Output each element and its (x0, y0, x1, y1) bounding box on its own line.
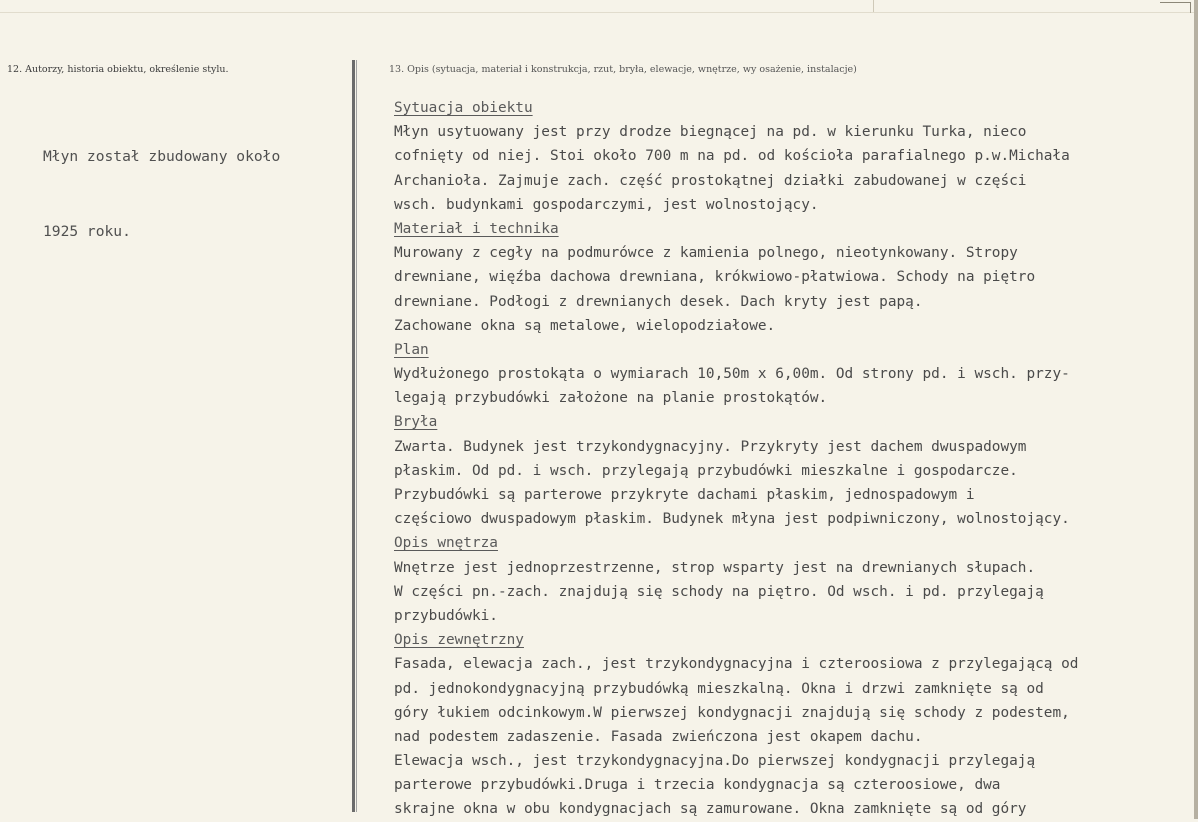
description-line: Elewacja wsch., jest trzykondygnacyjna.Do pierwszej kondygnacji przylegają (394, 753, 1036, 770)
description-line: Murowany z cegły na podmurówce z kamienia polnego, nieotynkowany. Stropy (394, 245, 1018, 262)
top-edge (0, 0, 1198, 13)
section-heading-text: Sytuacja obiektu (394, 100, 533, 116)
description-line: płaskim. Od pd. i wsch. przylegają przybudówki mieszkalne i gospodarcze. (394, 462, 1018, 479)
history-line: Młyn został zbudowany około (43, 148, 281, 165)
section-heading-text: Bryła (394, 414, 438, 431)
section-heading-text: Materiał i technika (394, 220, 559, 237)
description-line: wsch. budynkami gospodarczymi, jest wolnostojący. (394, 196, 819, 213)
section-heading (394, 338, 1184, 362)
section-heading (394, 217, 1184, 241)
corner-mark (1160, 2, 1191, 13)
description-line: W części pn.-zach. znajdują się schody na piętro. Od wsch. i pd. przylegają (394, 583, 1044, 600)
section-heading-text: Plan (394, 341, 429, 358)
description-line: skrajne okna w obu kondygnacjach są zamurowane. Okna zamknięte są od góry (394, 801, 1027, 818)
history-text (43, 94, 333, 294)
description-line: Zwarta. Budynek jest trzykondygnacyjny. Przykryty jest dachem dwuspadowym (394, 438, 1027, 455)
history-line: 1925 roku. (43, 223, 131, 240)
description-line: nad podestem zadaszenie. Fasada zwieńczona jest okapem dachu. (394, 728, 923, 745)
right-border (1194, 0, 1198, 819)
description-line: drewniane, więźba dachowa drewniana, krókwiowo-płatwiowa. Schody na piętro (394, 269, 1036, 286)
description-line: pd. jednokondygnacyjną przybudówką mieszkalną. Okna i drzwi zamknięte są od (394, 680, 1044, 697)
description-line: cofnięty od niej. Stoi około 700 m na pd. od kościoła parafialnego p.w.Michała (394, 148, 1070, 165)
section-heading (394, 531, 1184, 555)
section-heading (394, 628, 1184, 652)
description-line: Przybudówki są parterowe przykryte dachami płaskim, jednospadowym i (394, 487, 975, 503)
description-line: drewniane. Podłogi z drewnianych desek. Dach kryty jest papą. (394, 293, 923, 310)
description-line: Zachowane okna są metalowe, wielopodziałowe. (394, 317, 776, 334)
description-line: Wydłużonego prostokąta o wymiarach 10,50m x 6,00m. Od strony pd. i wsch. przy- (394, 366, 1070, 383)
section-12-header: 12. Autorzy, historia obiektu, określenie stylu. (7, 64, 229, 75)
description-line: Fasada, elewacja zach., jest trzykondygnacyjna i czteroosiowa z przylegającą od (394, 656, 1079, 673)
column-divider-shadow (356, 60, 357, 812)
description-body (394, 96, 1184, 822)
section-heading-text: Opis wnętrza (394, 535, 498, 552)
description-line: góry łukiem odcinkowym.W pierwszej kondygnacji znajdują się schody z podestem, (394, 704, 1070, 721)
column-divider (352, 60, 355, 812)
description-line: parterowe przybudówki.Druga i trzecia kondygnacja są czteroosiowe, dwa (394, 777, 1001, 794)
section-heading (394, 96, 1184, 120)
description-line: legają przybudówki założone na planie prostokątów. (394, 390, 828, 407)
section-13-header: 13. Opis (sytuacja, materiał i konstrukcja, rzut, bryła, elewacje, wnętrze, wy osażenie, instalacje) (389, 64, 857, 75)
top-edge-tick (873, 0, 874, 12)
section-heading (394, 410, 1184, 434)
description-line: Wnętrze jest jednoprzestrzenne, strop wsparty jest na drewnianych słupach. (394, 559, 1036, 576)
description-line: częściowo dwuspadowym płaskim. Budynek młyna jest podpiwniczony, wolnostojący. (394, 511, 1070, 528)
description-line: Młyn usytuowany jest przy drodze biegnącej na pd. w kierunku Turka, nieco (394, 124, 1027, 141)
section-heading-text: Opis zewnętrzny (394, 632, 524, 649)
description-line: Archanioła. Zajmuje zach. część prostokątnej działki zabudowanej w części (394, 172, 1027, 189)
description-line: przybudówki. (394, 607, 498, 624)
